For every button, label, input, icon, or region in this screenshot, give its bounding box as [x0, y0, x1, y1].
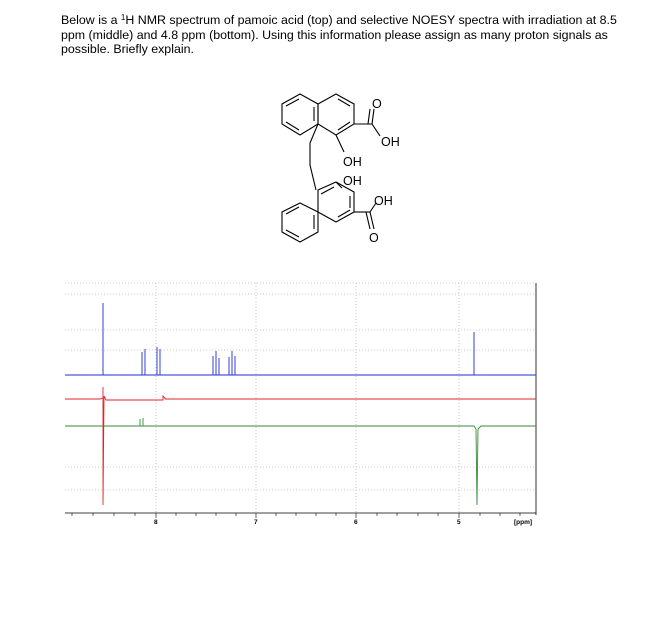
grid-lines: [65, 283, 536, 513]
x-tick-label-6: 6: [354, 519, 358, 526]
x-tick-label-7: 7: [254, 519, 258, 526]
bottom-spectrum: [65, 418, 536, 505]
x-tick-label-8: 8: [154, 519, 158, 526]
label-oh-phenol-top: OH: [343, 155, 362, 169]
label-oh-acid-bottom: OH: [374, 194, 393, 208]
pamoic-acid-structure: [282, 94, 380, 242]
x-tick-label-5: 5: [457, 519, 461, 526]
question-text-rest: H NMR spectrum of pamoic acid (top) and selective NOESY spectra with irradiation at 8.5 ppm (middle) and 4.8 ppm (bottom). Using this information please assign as many proton signals as possible. Briefly explain.: [61, 13, 617, 56]
question-text-start: Below is a: [61, 13, 121, 27]
label-o-top: O: [372, 97, 382, 111]
label-oh-acid-top: OH: [381, 135, 400, 149]
nmr-spectra-panel: [65, 283, 536, 526]
label-oh-phenol-bottom: OH: [343, 174, 362, 188]
superscript-one: 1: [120, 13, 126, 22]
middle-spectrum: [65, 387, 536, 505]
top-spectrum: [65, 303, 536, 375]
x-axis-unit-label: [ppm]: [514, 519, 533, 526]
x-axis-ticks: [72, 513, 520, 518]
label-o-bottom: O: [369, 231, 379, 245]
